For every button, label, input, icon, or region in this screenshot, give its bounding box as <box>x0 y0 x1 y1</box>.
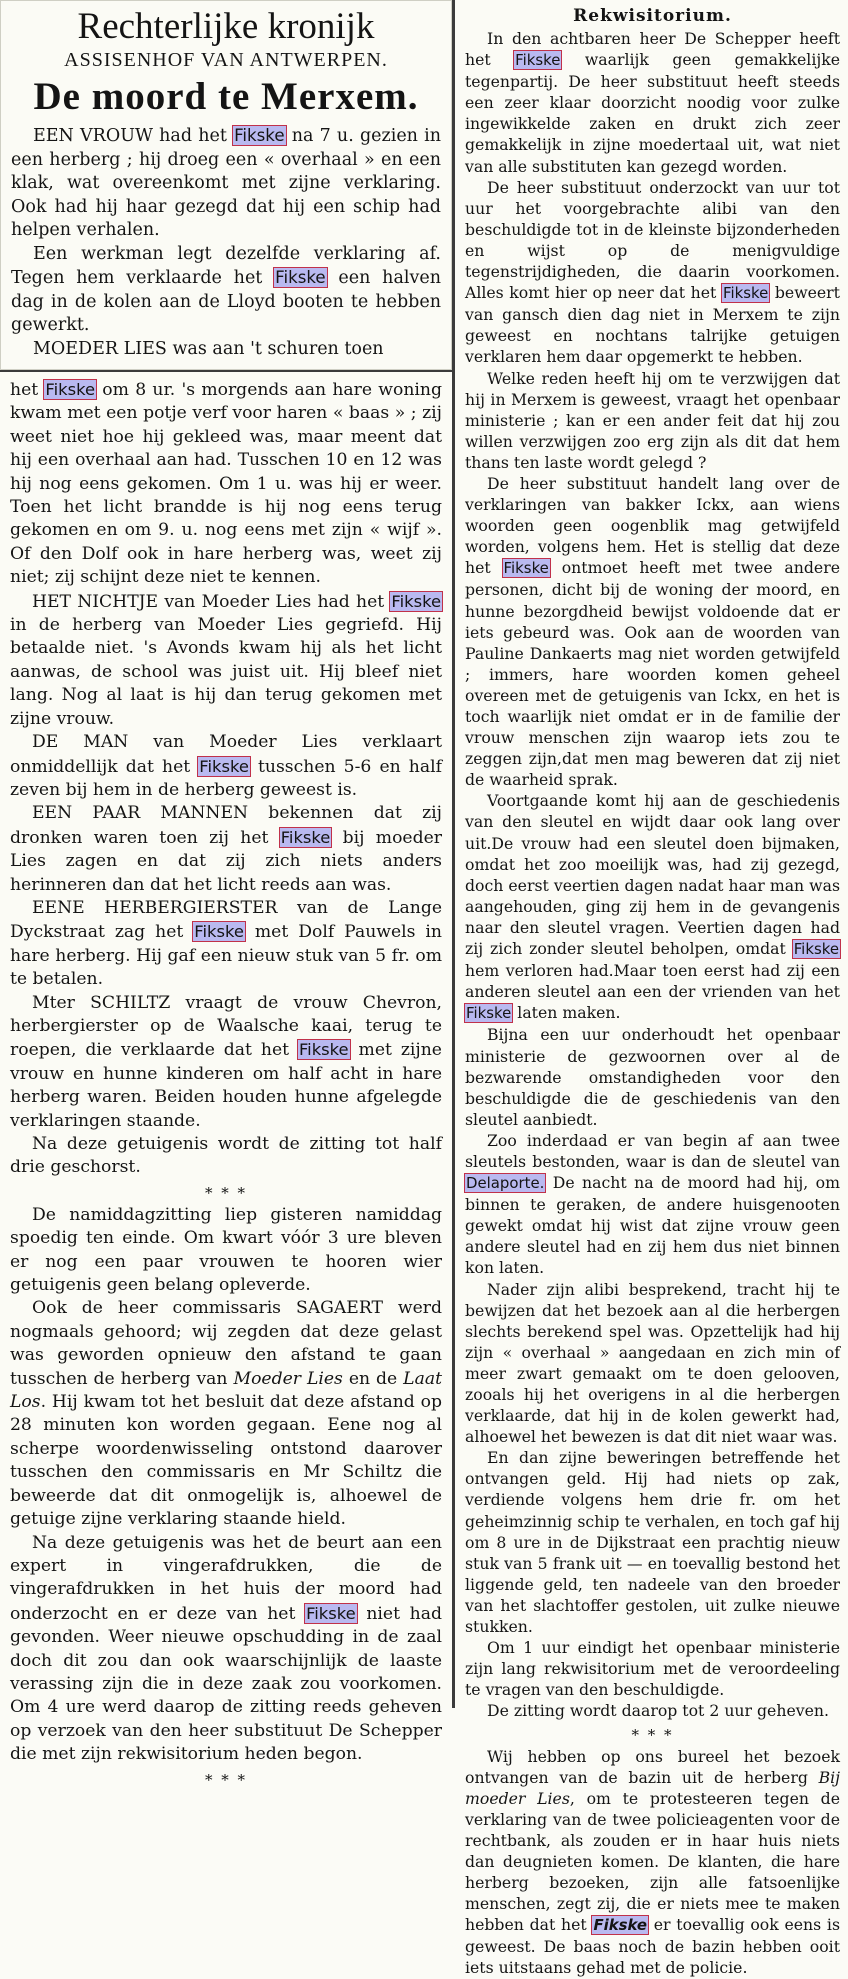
highlighted-term[interactable]: Fikske <box>234 126 285 145</box>
highlighted-term[interactable]: Fikske <box>199 756 249 776</box>
highlighted-term[interactable]: Fikske <box>503 559 549 578</box>
highlighted-term[interactable]: Fikske <box>466 1004 512 1023</box>
highlighted-term[interactable]: Fikske <box>306 1603 356 1623</box>
paragraph: DE MAN van Moeder Lies verklaart onmiddellijk dat het Fikske tusschen 5-6 en half zeven bij hem in de herberg geweest is. <box>10 732 442 800</box>
paragraph: Nader zijn alibi besprekend, tracht hij te bewijzen dat het bezoek aan al die herbergen slechts berekend spel was. Opzettelijk had hij zijn « overhaal » aangedaan en zich min of meer zwart gemaakt om te doen gelooven, zooals hij het overigens in al die herbergen verklaarde, dat hij in de kolen gewerkt had, alhoewel het bewezen is dat dit niet waar was. <box>465 1279 840 1447</box>
paragraph: het Fikske om 8 ur. 's morgends aan hare woning kwam met een potje verf voor haren « baas » ; zij weet niet hoe hij gekleed was, maar meent dat hij een overhaal aan had. Tusschen 10 en 12 was hij nog eens gekomen. Om 1 u. was hij er weer. Toen het licht brandde is hij nog eens terug gekomen en om 9. u. nog eens met zijn « wijf ». Of den Dolf ook in hare herberg was, weet zij niet; zij schijnt deze niet te kennen. <box>10 380 442 588</box>
article-header-block <box>0 0 452 370</box>
paragraph: EENE HERBERGIERSTER van de Lange Dyckstraat zag het Fikske met Dolf Pauwels in hare herberg. Hij gaf een nieuw stuk van 5 fr. om te betalen. <box>10 897 443 990</box>
paragraph: Om 1 uur eindigt het openbaar ministerie zijn lang rekwisitorium met de veroordeeling te vragen van den beschuldigde. <box>465 1638 840 1700</box>
paragraph: Zoo inderdaad er van begin af aan twee sleutels bestonden, waar is dan de sleutel van Delaporte. De nacht na de moord had hij, om binnen te geraken, de andere huisgenooten gewekt omdat hij wist dat zijne vrouw geen andere sleutel had en zij hem dus niet binnen kon laten. <box>465 1130 840 1278</box>
paragraph: Na deze getuigenis wordt de zitting tot half drie geschorst. <box>10 1134 442 1178</box>
paragraph: Voortgaande komt hij aan de geschiedenis van den sleutel en wijdt daar ook lang over uit.De vrouw had een sleutel doen bijmaken, omdat het zoo moeilijk was, had zij gezegd, doch eerst veertien dagen nadat haar man was aangehouden, ging zij hem in de gevangenis naar den sleutel vragen. Veertien dagen had zij zich zonder sleutel beholpen, omdat Fikske hem verloren had.Maar toen eerst had zij een anderen sleutel aan een der vrienden van het Fikske laten maken. <box>465 791 840 1023</box>
highlighted-term[interactable]: Fikske <box>280 827 331 847</box>
article-body-left <box>0 372 452 1789</box>
highlighted-term[interactable]: Fikske <box>298 1040 349 1060</box>
paragraph: De zitting wordt daarop tot 2 uur geheven. <box>487 1701 829 1721</box>
highlighted-term[interactable]: Fikske <box>275 268 326 287</box>
article-title: De moord te Merxem. <box>33 75 419 118</box>
paragraph: Welke reden heeft hij om te verzwijgen dat hij in Merxem is geweest, vraagt het openbaar ministerie ; kan er een ander feit dat hij zou willen verzwijgen zoo erg zijn als dit dat hem thans ten laste wordt gelegd ? <box>465 368 840 472</box>
highlighted-term[interactable]: Fikske <box>793 940 839 959</box>
paragraph: De namiddagzitting liep gisteren namiddag spoedig ten einde. Om kwart vóór 3 ure bleven er nog een paar vrouwen te hooren wier getuigenis geen belang opleverde. <box>10 1204 442 1296</box>
highlighted-term[interactable]: Delaporte. <box>466 1174 545 1193</box>
article-body-right <box>455 0 848 1978</box>
paragraph: En dan zijne beweringen betreffende het ontvangen geld. Hij had niets op zak, verdiende volgens hem drie fr. om het geheimzinnig schip te verhalen, en toch gaf hij om 8 ure in de Dijkstraat een prachtig nieuw stuk van 5 frank uit — en toevallig bestond het liggende geld, ten nadeele van den broeder van het slachtoffer gestolen, uit zulke nieuwe stukken. <box>465 1448 840 1637</box>
paragraph: HET NICHTJE van Moeder Lies had het Fikske in de herberg van Moeder Lies gegriefd. Hij betaalde niet. 's Avonds kwam hij als het licht aanwas, de school was juist uit. Hij bleef niet lang. Nog al laat is hij dan terug gekomen met zijne vrouw. <box>10 591 442 729</box>
highlighted-term[interactable]: Fikske <box>194 922 244 942</box>
paragraph: De heer substituut handelt lang over de verklaringen van bakker Ickx, aan wiens woorden geen oogenblik mag getwijfeld worden, volgens hem. Het is stellig dat deze het Fikske ontmoet heeft met twee andere personen, dicht bij de woning der moord, en hunne bezorgdheid bewijst voldoende dat er iets gebeurd was. Ook aan de woorden van Pauline Dankaerts mag niet worden getwijfeld ; immers, hare woorden komen geheel overeen met de getuigenis van Ickx, en het is toch waarlijk niet omdat er in de familie der vrouw menschen zijn waarop iets zou te zeggen zijn,dat men mag beweren dat zij niet de waarheid sprak. <box>465 473 840 790</box>
paragraph: Een werkman legt dezelfde verklaring af. Tegen hem verklaarde het Fikske een halven dag in de kolen aan de Lloyd booten te hebben gewerkt. <box>11 243 441 335</box>
paragraph: Bijna een uur onderhoudt het openbaar ministerie de gezwoornen over al de bezwarende omstandigheden voor den beschuldigde die de geschiedenis van den sleutel aanbiedt. <box>465 1025 840 1129</box>
paragraph: Na deze getuigenis was het de beurt aan een expert in vingerafdrukken, die de vingerafdrukken in het huis der moord had onderzocht en er deze van het Fikske niet had gevonden. Weer nieuwe opschudding in de zaal doch dit zou dan ook waarschijnlijk de laaste verassing zijn die in deze zaak zou voorkomen. Om 4 ure werd daarop de zitting reeds geheven op verzoek van den heer substituut De Schepper die met zijn rekwisitorium heden begon. <box>10 1532 442 1765</box>
highlighted-term[interactable]: Fikske <box>45 380 96 399</box>
paragraph: EEN PAAR MANNEN bekennen dat zij dronken waren toen zij het Fikske bij moeder Lies zagen en dat zij zich niets anders herinneren dan dat het licht reeds aan was. <box>10 803 442 895</box>
paragraph: Wij hebben op ons bureel het bezoek ontvangen van de bazin uit de herberg Bij moeder Lies, om te protesteeren tegen de verklaring van de twee policieagenten voor de rechtbank, als zouden er in haar huis niets dan deugnieten komen. De klanten, die hare herberg bezoeken, zijn alle fatsoenlijke menschen, zegt zij, die er niets mee te maken hebben dat het Fikske er toevallig ook eens is geweest. De baas noch de bazin hebben ooit iets uitstaans gehad met de policie. <box>465 1746 841 1978</box>
highlighted-term[interactable]: Fikske <box>593 1916 648 1935</box>
paragraph: Ook de heer commissaris SAGAERT werd nogmaals gehoord; wij zegden dat deze gelast was geworden opnieuw den afstand te gaan tusschen de herberg van Moeder Lies en de Laat Los. Hij kwam tot het besluit dat deze afstand op 28 minuten kon worden gegaan. Eene nog al scherpe woordenwisseling ontstond daarover tusschen den commissaris en Mr Schiltz die beweerde dat dit onmogelijk is, alhoewel de getuige zijne verklaring staande hield. <box>10 1298 442 1530</box>
paragraph: In den achtbaren heer De Schepper heeft het Fikske waarlijk geen gemakkelijke tegenpartij. De heer substituut heeft steeds een zeer klaar doorzicht noodig voor zulke ingewikkelde zaken en drukt zich zeer gemakkelijk in zijne moedertaal uit, wat niet van alle substituten kan gezegd worden. <box>465 29 840 176</box>
highlighted-term[interactable]: Fikske <box>722 284 769 303</box>
highlighted-term[interactable]: Fikske <box>515 51 561 70</box>
paragraph: MOEDER LIES was aan 't schuren toen <box>33 338 384 359</box>
highlighted-term[interactable]: Fikske <box>391 591 441 611</box>
section-separator: * * * <box>204 1183 248 1202</box>
paragraph: Mter SCHILTZ vraagt de vrouw Chevron, herbergierster op de Waalsche kaai, terug te roepen, die verklaarde dat het Fikske met zijne vrouw en hunne kinderen om half acht in hare herberg waren. Beiden houden hunne afgelegde verklaringen staande. <box>10 992 442 1131</box>
court-subhead: ASSISENHOF VAN ANTWERPEN. <box>64 49 388 71</box>
section-headline: Rechterlijke kronijk <box>77 6 375 47</box>
paragraph: De heer substituut onderzockt van uur tot uur het voorgebrachte alibi van den beschuldigde tot in de kleinste bijzonderheden en wijst op de menigvuldige tegenstrijdigheden, die daarin voorkomen. Alles komt hier op neer dat het Fikske beweert van gansch dien dag niet in Merxem te zijn geweest en nochtans talrijke getuigen verklaren hem daar opgemerkt te hebben. <box>465 177 840 367</box>
section-separator: * * * <box>631 1725 674 1744</box>
subsection-title: Rekwisitorium. <box>573 6 732 26</box>
section-separator: * * * <box>204 1770 248 1789</box>
paragraph: EEN VROUW had het Fikske na 7 u. gezien in een herberg ; hij droeg een « overhaal » en een klak, wat overeenkomt met zijne verklaring. Ook had hij haar gezegd dat hij een schip had helpen verhalen. <box>11 126 442 240</box>
